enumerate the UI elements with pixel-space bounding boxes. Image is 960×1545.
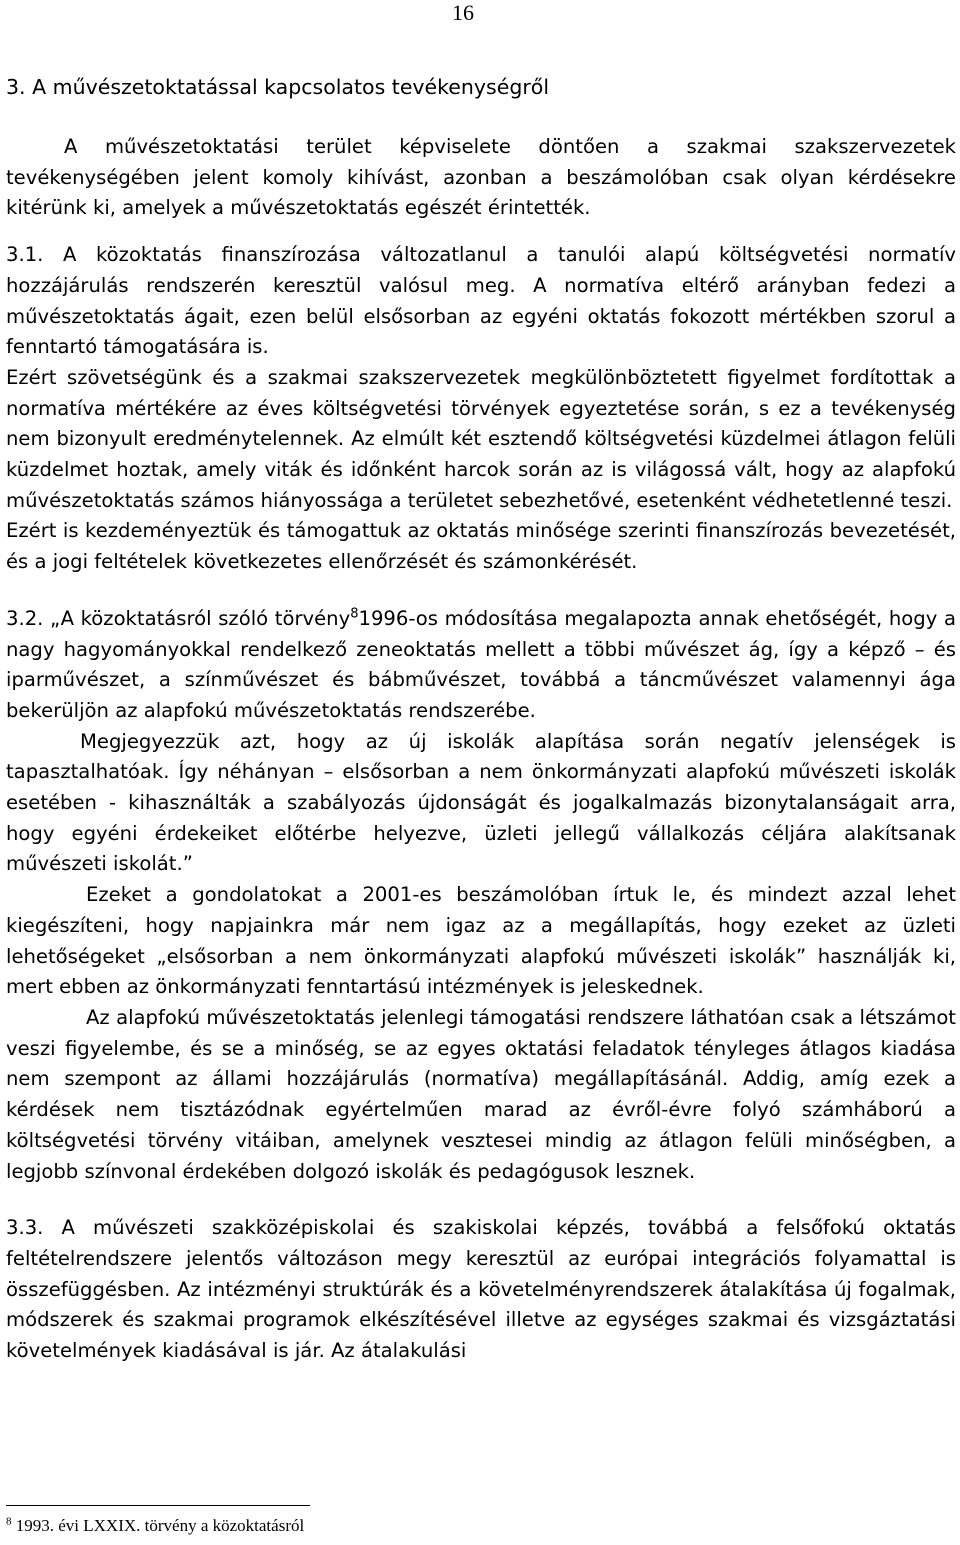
- page-number: 16: [452, 0, 474, 25]
- paragraph-3-2-end: 1996-os módosítása megalapozta annak ehetőségét, hogy a nagy hagyományokkal rendelkező zeneoktatás mellett a többi művészet ág, így a képző – és iparművészet, a színművészet és bábművészet, továbbá a táncművészet valamennyi ága bekerüljön az alapfokú művészetoktatás rendszerébe.: [6, 606, 957, 722]
- paragraph-2001-report: Ezeket a gondolatokat a 2001-es beszámolóban írtuk le, és mindezt azzal lehet kiegészíteni, hogy napjainkra már nem igaz az a megállapítás, hogy ezeket az üzleti lehetőségeket „elsősorban a nem önkormányzati alapfokú művészeti iskolák” használják ki, mert ebben az önkormányzati fenntartású intézmények is jeleskednek.: [6, 883, 956, 999]
- paragraph-3-2-start: 3.2. „A közoktatásról szóló törvény: [6, 606, 351, 630]
- section-heading: 3. A művészetoktatással kapcsolatos tevékenységről: [6, 75, 550, 99]
- paragraph-federation-efforts: Ezért szövetségünk és a szakmai szakszervezetek megkülönböztetett figyelmet fordítottak a normatíva mértékére az éves költségvetési törvények egyeztetése során, s ez a tevékenység nem bizonyult eredménytelennek. Az elmúlt két esztendő költségvetési küzdelmei átlagon felüli küzdelmet hoztak, amely viták és időnként harcok során az is világossá vált, hogy az alapfokú művészetoktatás számos hiányossága a területet sebezhetővé, esetenként védhetetlenné teszi.: [6, 365, 956, 512]
- footnote-text: 1993. évi LXXIX. törvény a közoktatásról: [11, 1516, 305, 1535]
- paragraph-3-1: 3.1. A közoktatás finanszírozása változatlanul a tanulói alapú költségvetési normatív hozzájárulás rendszerén keresztül valósul meg. A normatíva eltérő arányban fedezi a művészetoktatás ágait, ezen belül elsősorban az egyéni oktatás fokozott mértékben szorul a fenntartó támogatására is.: [6, 243, 956, 359]
- body-text: [6, 132, 956, 1367]
- paragraph-support-system: Az alapfokú művészetoktatás jelenlegi támogatási rendszere láthatóan csak a létszámot veszi figyelembe, és se a minőség, se az egyes oktatási feladatok tényleges átlagos kiadása nem szempont az állami hozzájárulás (normatíva) megállapításánál. Addig, amíg ezek a kérdések nem tisztázódnak egyértelműen marad az évről-évre folyó számháború a költségvetési törvény vitáiban, amelynek vesztesei mindig az átlagon felüli minőségben, a legjobb színvonal érdekében dolgozó iskolák és pedagógusok lesznek.: [6, 1005, 956, 1183]
- footnote-number: 8: [6, 1515, 12, 1528]
- paragraph-3-3: 3.3. A művészeti szakközépiskolai és szakiskolai képzés, továbbá a felsőfokú oktatás feltételrendszere jelentős változáson megy keresztül az európai integrációs folyamattal is összefüggésben. Az intézményi struktúrák és a követelményrendszerek átalakítása új fogalmak, módszerek és szakmai programok elkészítésével illetve az egységes szakmai és vizsgáztatási követelmények kiadásával is jár. Az átalakulási: [6, 1216, 956, 1363]
- paragraph-quality-funding: Ezért is kezdeményeztük és támogattuk az oktatás minősége szerinti finanszírozás bevezetését, és a jogi feltételek következetes ellenőrzését és számonkérését.: [6, 519, 956, 574]
- footnote: [6, 1514, 606, 1538]
- paragraph-3-2: [6, 604, 956, 727]
- footnote-divider: [6, 1505, 310, 1506]
- paragraph-intro: A művészetoktatási terület képviselete döntően a szakmai szakszervezetek tevékenységében jelent komoly kihívást, azonban a beszámolóban csak olyan kérdésekre kitérünk ki, amelyek a művészetoktatás egészét érintették.: [6, 135, 956, 220]
- paragraph-negative-phenomena: Megjegyezzük azt, hogy az új iskolák alapítása során negatív jelenségek is tapasztalhatóak. Így néhányan – elsősorban a nem önkormányzati alapfokú művészeti iskolák esetében - kihasználták a szabályozás újdonságát és jogalkalmazás bizonytalanságait arra, hogy egyéni érdekeiket előtérbe helyezve, üzleti jellegű vállalkozás céljára alakítsanak művészeti iskolát.”: [6, 729, 956, 876]
- footnote-reference[interactable]: 8: [350, 606, 359, 622]
